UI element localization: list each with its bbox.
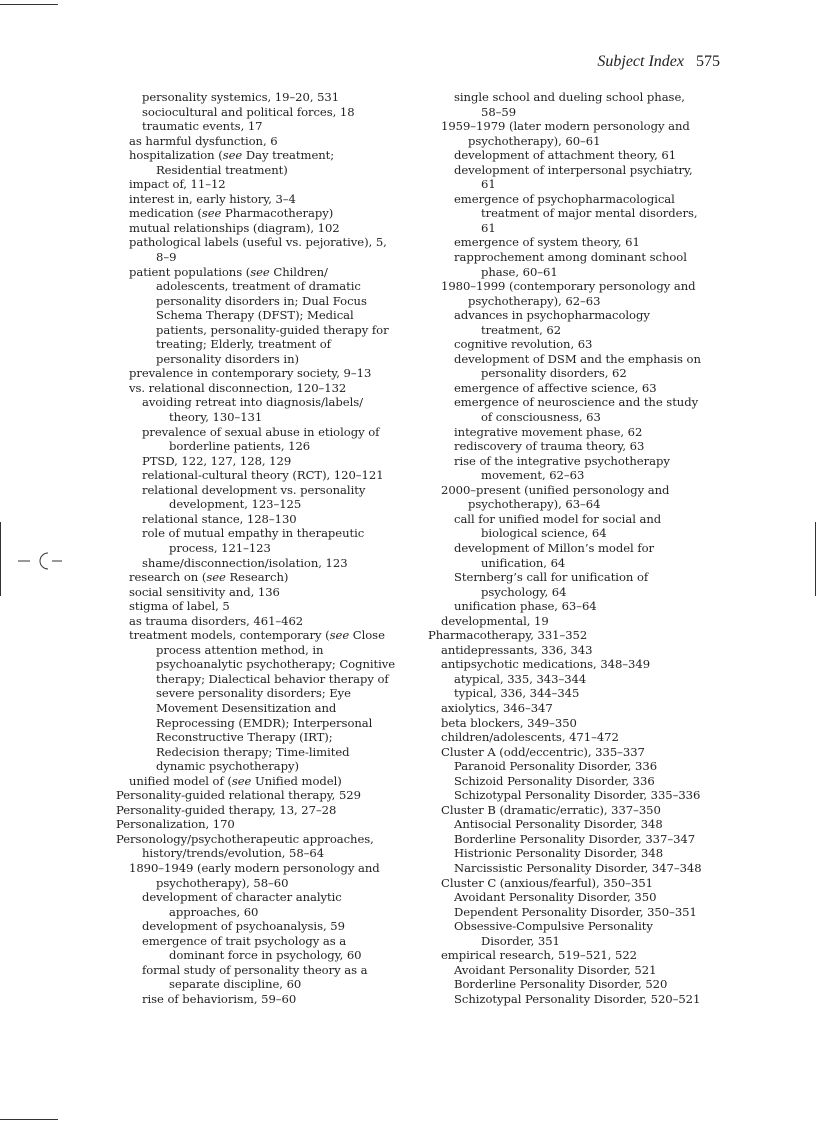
- index-entry: PTSD, 122, 127, 128, 129: [142, 453, 292, 468]
- index-entry: social sensitivity and, 136: [129, 584, 280, 599]
- index-entry: antidepressants, 336, 343: [441, 642, 593, 657]
- index-entry: Schema Therapy (DFST); Medical: [156, 308, 354, 323]
- index-entry: as trauma disorders, 461–462: [129, 613, 304, 628]
- index-entry: Disorder, 351: [481, 933, 560, 948]
- index-entry: relational-cultural theory (RCT), 120–121: [142, 468, 384, 483]
- index-entry: Obsessive-Compulsive Personality: [454, 919, 653, 934]
- index-entry: emergence of psychopharmacological: [454, 191, 675, 206]
- index-entry: rise of behaviorism, 59–60: [142, 991, 297, 1006]
- index-entry: role of mutual empathy in therapeutic: [142, 526, 365, 541]
- index-entry: theory, 130–131: [169, 410, 263, 425]
- index-entry: Personology/psychotherapeutic approaches,: [116, 831, 374, 846]
- index-entry: development of character analytic: [142, 890, 342, 905]
- running-head-title: Subject Index: [597, 53, 684, 70]
- index-entry: Paranoid Personality Disorder, 336: [454, 759, 658, 774]
- index-entry: unification phase, 63–64: [454, 599, 597, 614]
- index-entry: relational stance, 128–130: [142, 511, 297, 526]
- crop-mark-bottom: [0, 1119, 58, 1121]
- index-entry: Narcissistic Personality Disorder, 347–348: [454, 860, 702, 875]
- index-entry: history/trends/evolution, 58–64: [142, 846, 325, 861]
- index-entry: Personality-guided relational therapy, 529: [116, 788, 361, 803]
- running-head: [597, 53, 720, 71]
- index-entry: Movement Desensitization and: [156, 700, 337, 715]
- index-entry: as harmful dysfunction, 6: [129, 133, 278, 148]
- index-entry: development of interpersonal psychiatry,: [454, 162, 693, 177]
- index-entry: dynamic psychotherapy): [156, 759, 299, 774]
- index-entry: treating; Elderly, treatment of: [156, 337, 331, 352]
- index-entry: Histrionic Personality Disorder, 348: [454, 846, 664, 861]
- trim-mark-left: [0, 522, 1, 596]
- index-entry: Residential treatment): [156, 162, 288, 177]
- index-entry: therapy; Dialectical behavior therapy of: [156, 671, 389, 686]
- index-entry: unified model of (see Unified model): [129, 773, 342, 788]
- index-entry: pathological labels (useful vs. pejorative), 5,: [129, 235, 387, 250]
- index-entry: development, 123–125: [169, 497, 302, 512]
- index-entry: 58–59: [481, 104, 517, 119]
- index-entry: Avoidant Personality Disorder, 521: [454, 962, 657, 977]
- index-entry: movement, 62–63: [481, 468, 585, 483]
- index-entry: of consciousness, 63: [481, 410, 601, 425]
- index-column-right: [428, 90, 728, 1006]
- index-entry: adolescents, treatment of dramatic: [156, 279, 361, 294]
- index-entry: severe personality disorders; Eye: [156, 686, 351, 701]
- index-entry: process attention method, in: [156, 642, 324, 657]
- index-entry: 61: [481, 220, 496, 235]
- index-entry: Redecision therapy; Time-limited: [156, 744, 350, 759]
- index-entry: single school and dueling school phase,: [454, 90, 685, 104]
- index-entry: Avoidant Personality Disorder, 350: [454, 890, 657, 905]
- index-entry: prevalence of sexual abuse in etiology of: [142, 424, 380, 439]
- index-entry: Sternberg’s call for unification of: [454, 570, 649, 585]
- index-entry: relational development vs. personality: [142, 482, 366, 497]
- index-entry: developmental, 19: [441, 613, 549, 628]
- index-entry: 1980–1999 (contemporary personology and: [441, 279, 696, 294]
- index-entry: patient populations (see Children/: [129, 264, 328, 279]
- index-entry: prevalence in contemporary society, 9–13: [129, 366, 372, 381]
- crop-mark-top: [0, 0, 58, 5]
- index-entry: development of DSM and the emphasis on: [454, 351, 701, 366]
- index-entry: personality disorders in): [156, 351, 299, 366]
- index-entry: rapprochement among dominant school: [454, 250, 687, 265]
- index-entry: personality disorders in; Dual Focus: [156, 293, 367, 308]
- index-entry: personality disorders, 62: [481, 366, 627, 381]
- index-entry: children/adolescents, 471–472: [441, 730, 619, 745]
- index-entry: approaches, 60: [169, 904, 259, 919]
- index-entry: Cluster C (anxious/fearful), 350–351: [441, 875, 653, 890]
- index-entry: patients, personality-guided therapy for: [156, 322, 389, 337]
- index-entry: 1959–1979 (later modern personology and: [441, 119, 690, 134]
- index-entry: Personality-guided therapy, 13, 27–28: [116, 802, 337, 817]
- index-entry: Reprocessing (EMDR); Interpersonal: [156, 715, 373, 730]
- index-entry: emergence of affective science, 63: [454, 380, 657, 395]
- index-entry: 2000–present (unified personology and: [441, 482, 670, 497]
- index-column-left: [116, 90, 416, 1006]
- index-entry: separate discipline, 60: [169, 977, 302, 992]
- index-entry: treatment of major mental disorders,: [481, 206, 698, 221]
- index-entry: unification, 64: [481, 555, 566, 570]
- index-entry: empirical research, 519–521, 522: [441, 948, 637, 963]
- index-entry: atypical, 335, 343–344: [454, 671, 587, 686]
- index-entry: cognitive revolution, 63: [454, 337, 593, 352]
- index-entry: Schizotypal Personality Disorder, 335–336: [454, 788, 701, 803]
- index-entry: axiolytics, 346–347: [441, 700, 553, 715]
- index-entry: Pharmacotherapy, 331–352: [428, 628, 588, 643]
- index-entry: call for unified model for social and: [454, 511, 662, 526]
- index-entry: emergence of trait psychology as a: [142, 933, 347, 948]
- index-entry: research on (see Research): [129, 570, 289, 585]
- index-entry: traumatic events, 17: [142, 119, 263, 134]
- index-entry: rise of the integrative psychotherapy: [454, 453, 670, 468]
- index-entry: psychotherapy), 60–61: [468, 133, 601, 148]
- index-entry: biological science, 64: [481, 526, 607, 541]
- index-entry: treatment models, contemporary (see Close: [129, 628, 385, 643]
- index-entry: development of psychoanalysis, 59: [142, 919, 345, 934]
- index-entry: phase, 60–61: [481, 264, 558, 279]
- index-entry: formal study of personality theory as a: [142, 962, 368, 977]
- index-entry: emergence of neuroscience and the study: [454, 395, 699, 410]
- index-entry: development of Millon’s model for: [454, 540, 655, 555]
- index-entry: 1890–1949 (early modern personology and: [129, 860, 380, 875]
- index-entry: avoiding retreat into diagnosis/labels/: [142, 395, 364, 410]
- index-entry: Schizotypal Personality Disorder, 520–521: [454, 991, 701, 1006]
- index-entry: Reconstructive Therapy (IRT);: [156, 730, 333, 745]
- index-entry: psychotherapy), 58–60: [156, 875, 289, 890]
- index-entry: shame/disconnection/isolation, 123: [142, 555, 348, 570]
- index-entry: Antisocial Personality Disorder, 348: [454, 817, 663, 832]
- index-entry: treatment, 62: [481, 322, 562, 337]
- index-entry: 61: [481, 177, 496, 192]
- index-entry: emergence of system theory, 61: [454, 235, 640, 250]
- index-entry: psychotherapy), 63–64: [468, 497, 601, 512]
- index-entry: Personalization, 170: [116, 817, 235, 832]
- index-entry: 8–9: [156, 250, 177, 265]
- index-entry: advances in psychopharmacology: [454, 308, 650, 323]
- index-entry: Cluster A (odd/eccentric), 335–337: [441, 744, 645, 759]
- index-entry: hospitalization (see Day treatment;: [129, 148, 335, 163]
- index-entry: mutual relationships (diagram), 102: [129, 220, 340, 235]
- index-entry: interest in, early history, 3–4: [129, 191, 296, 206]
- index-entry: rediscovery of trauma theory, 63: [454, 439, 645, 454]
- index-entry: process, 121–123: [169, 540, 271, 555]
- index-entry: psychotherapy), 62–63: [468, 293, 601, 308]
- index-entry: antipsychotic medications, 348–349: [441, 657, 651, 672]
- index-entry: psychology, 64: [481, 584, 567, 599]
- page-number: 575: [696, 53, 720, 70]
- index-entry: impact of, 11–12: [129, 177, 226, 192]
- index-entry: stigma of label, 5: [129, 599, 230, 614]
- index-entry: sociocultural and political forces, 18: [142, 104, 355, 119]
- index-entry: Borderline Personality Disorder, 520: [454, 977, 668, 992]
- index-entry: Dependent Personality Disorder, 350–351: [454, 904, 697, 919]
- index-entry: Cluster B (dramatic/erratic), 337–350: [441, 802, 661, 817]
- index-entry: Schizoid Personality Disorder, 336: [454, 773, 655, 788]
- index-entry: borderline patients, 126: [169, 439, 311, 454]
- index-entry: psychoanalytic psychotherapy; Cognitive: [156, 657, 396, 672]
- index-entry: typical, 336, 344–345: [454, 686, 580, 701]
- index-entry: personality systemics, 19–20, 531: [142, 90, 340, 104]
- index-entry: integrative movement phase, 62: [454, 424, 643, 439]
- index-entry: development of attachment theory, 61: [454, 148, 677, 163]
- index-entry: Borderline Personality Disorder, 337–347: [454, 831, 696, 846]
- index-entry: medication (see Pharmacotherapy): [129, 206, 334, 221]
- index-entry: vs. relational disconnection, 120–132: [129, 380, 347, 395]
- registration-mark-icon: [18, 550, 62, 572]
- index-entry: beta blockers, 349–350: [441, 715, 577, 730]
- index-entry: dominant force in psychology, 60: [169, 948, 362, 963]
